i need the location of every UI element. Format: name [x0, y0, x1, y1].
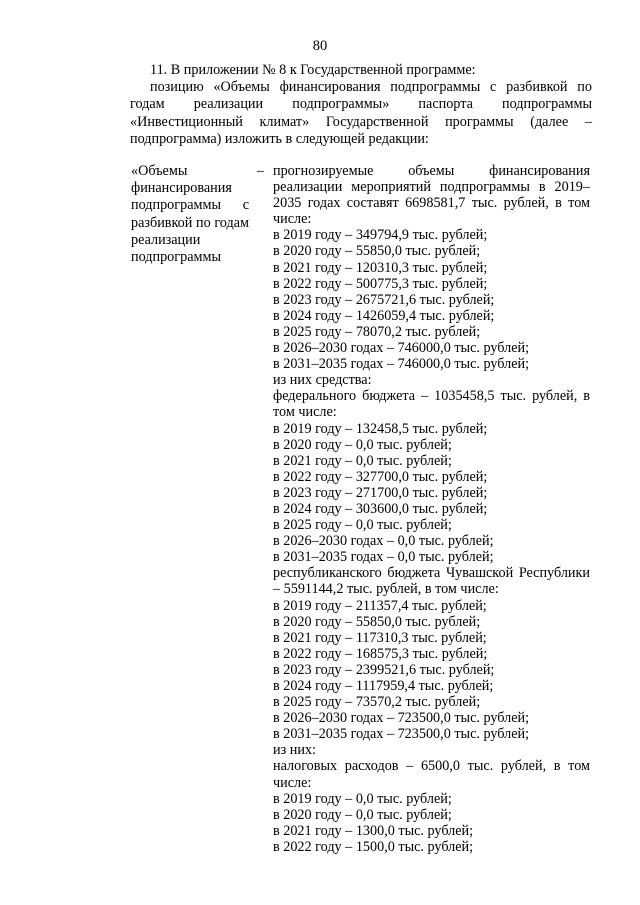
tax-by-year-list [273, 791, 590, 855]
list-item: в 2021 году – 120310,3 тыс. рублей; [273, 259, 488, 276]
list-item: в 2020 году – 0,0 тыс. рублей; [273, 436, 452, 453]
list-item: в 2019 году – 0,0 тыс. рублей; [273, 790, 452, 807]
list-item: в 2022 году – 1500,0 тыс. рублей; [273, 838, 474, 855]
list-item: в 2019 году – 132458,5 тыс. рублей; [273, 420, 488, 437]
list-item: в 2031–2035 годах – 0,0 тыс. рублей; [273, 549, 494, 566]
label-dash: – [257, 163, 265, 179]
list-item: в 2020 году – 55850,0 тыс. рублей; [273, 613, 481, 630]
list-item: в 2024 году – 1426059,4 тыс. рублей; [273, 307, 495, 324]
tax-expenses-text: налоговых расходов – 6500,0 тыс. рублей, в том числе: [273, 758, 590, 791]
list-item: в 2025 году – 78070,2 тыс. рублей; [273, 323, 481, 340]
list-item: в 2020 году – 0,0 тыс. рублей; [273, 806, 452, 823]
list-item: в 2026–2030 годах – 723500,0 тыс. рублей; [273, 710, 530, 727]
list-item: в 2026–2030 годах – 0,0 тыс. рублей; [273, 533, 494, 550]
of-them-label: из них: [273, 742, 316, 759]
list-item: в 2019 году – 349794,9 тыс. рублей; [273, 227, 488, 244]
federal-budget-text: федерального бюджета – 1035458,5 тыс. рублей, в том числе: [273, 388, 590, 421]
list-item: в 2031–2035 годах – 723500,0 тыс. рублей; [273, 726, 530, 743]
intro-section [130, 62, 592, 148]
list-item: в 2025 году – 0,0 тыс. рублей; [273, 517, 452, 534]
republic-by-year-list [273, 598, 590, 743]
from-them-label: из них средства: [273, 372, 372, 389]
intro-text: позицию «Объемы финансирования подпрограммы с разбивкой по годам реализации подпрограммы» паспорта подпрограммы «Инвестиционный климат» Государственной программы (далее – подпрограмма) изложить в следующей редакции: [130, 79, 592, 147]
total-financing-text: прогнозируемые объемы финансирования реализации мероприятий подпрограммы в 2019–2035 годах составят 6698581,7 тыс. рублей, в том числе: [273, 163, 590, 228]
financing-details [273, 163, 590, 855]
list-item: в 2021 году – 0,0 тыс. рублей; [273, 452, 452, 469]
list-item: в 2023 году – 271700,0 тыс. рублей; [273, 484, 488, 501]
list-item: в 2021 году – 1300,0 тыс. рублей; [273, 822, 474, 839]
list-item: в 2024 году – 303600,0 тыс. рублей; [273, 500, 488, 517]
list-item: в 2031–2035 годах – 746000,0 тыс. рублей; [273, 356, 530, 373]
list-item: в 2023 году – 2675721,6 тыс. рублей; [273, 291, 495, 308]
republic-budget-text: республиканского бюджета Чувашской Республики – 5591144,2 тыс. рублей, в том числе: [273, 565, 590, 598]
list-item: в 2021 году – 117310,3 тыс. рублей; [273, 629, 487, 646]
list-item: в 2022 году – 168575,3 тыс. рублей; [273, 645, 488, 662]
list-item: в 2025 году – 73570,2 тыс. рублей; [273, 694, 481, 711]
list-item: в 2022 году – 500775,3 тыс. рублей; [273, 275, 488, 292]
page-number: 80 [312, 38, 328, 54]
list-item: в 2022 году – 327700,0 тыс. рублей; [273, 468, 488, 485]
total-by-year-list [273, 227, 590, 372]
financing-label: «Объемы финансирования подпрограммы с разбивкой по годам реализации подпрограммы [131, 163, 249, 266]
list-item: в 2019 году – 211357,4 тыс. рублей; [273, 597, 487, 614]
federal-by-year-list [273, 421, 590, 566]
list-item: в 2024 году – 1117959,4 тыс. рублей; [273, 678, 494, 694]
list-item: в 2026–2030 годах – 746000,0 тыс. рублей; [273, 340, 530, 357]
list-item: в 2020 году – 55850,0 тыс. рублей; [273, 243, 481, 260]
list-item: в 2023 году – 2399521,6 тыс. рублей; [273, 661, 495, 678]
intro-heading: 11. В приложении № 8 к Государственной программе: [150, 62, 476, 78]
